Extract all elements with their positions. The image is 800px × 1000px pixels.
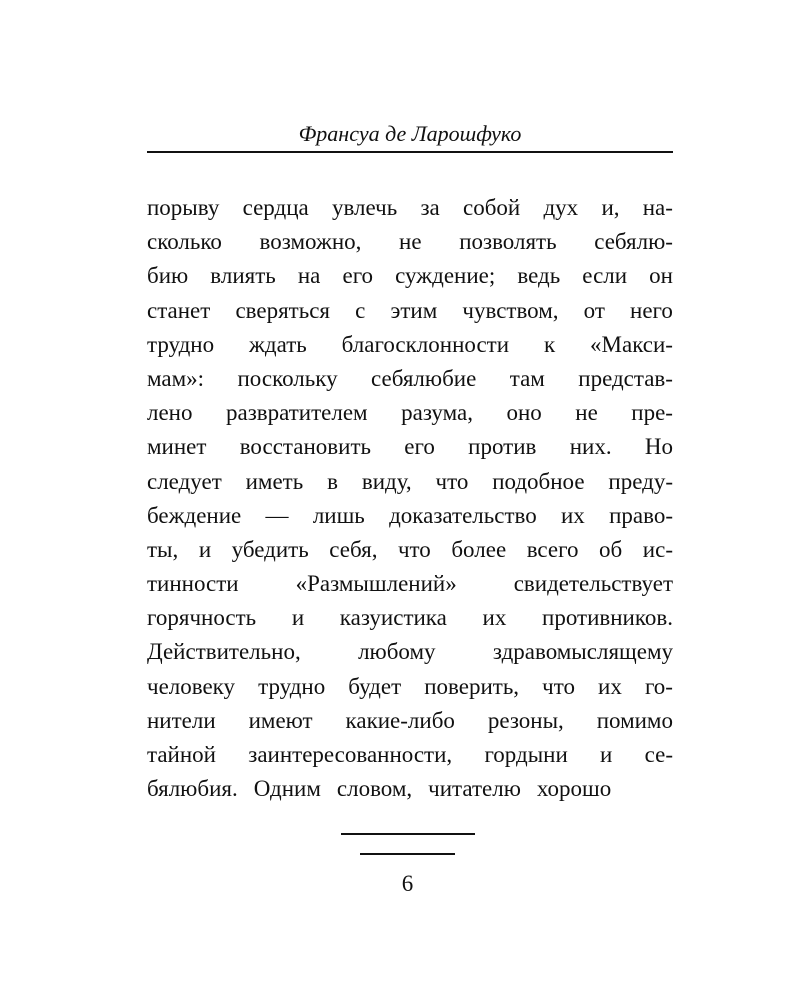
running-head-author: Франсуа де Ларошфуко: [298, 121, 522, 146]
footer-rule-upper: [341, 833, 475, 835]
text-line: станет сверяться с этим чувством, от него: [147, 297, 673, 323]
text-line: лено развратителем разума, оно не пре-: [147, 400, 673, 426]
text-line: сколько возможно, не позволять себялю-: [147, 229, 673, 255]
text-line: тайной заинтересованности, гордыни и се-: [147, 742, 673, 767]
text-line: порыву сердца увлечь за собой дух и, на-: [147, 195, 673, 220]
text-line: мам»: поскольку себялюбие там представ-: [147, 365, 673, 391]
page-number: 6: [401, 871, 414, 896]
text-line: бялюбия. Одним словом, читателю хорошо: [147, 776, 612, 802]
text-line: бию влиять на его суждение; ведь если он: [147, 263, 673, 289]
text-line: ты, и убедить себя, что более всего об ис-: [147, 536, 673, 562]
text-line: человеку трудно будет поверить, что их го-: [147, 673, 673, 699]
text-line: минет восстановить его против них. Но: [147, 434, 673, 460]
text-line: трудно ждать благосклонности к «Макси-: [147, 331, 673, 357]
footer-rule-lower: [360, 853, 455, 855]
header-rule: [147, 151, 673, 153]
text-line: нители имеют какие-либо резоны, помимо: [147, 707, 673, 733]
text-line: беждение — лишь доказательство их право-: [147, 502, 673, 528]
text-line: горячность и казуистика их противников.: [147, 605, 673, 631]
text-line: Действительно, любому здравомыслящему: [147, 639, 673, 665]
body-text: [147, 191, 673, 806]
text-line: следует иметь в виду, что подобное преду-: [147, 468, 673, 494]
text-line: тинности «Размышлений» свидетельствует: [147, 571, 673, 597]
